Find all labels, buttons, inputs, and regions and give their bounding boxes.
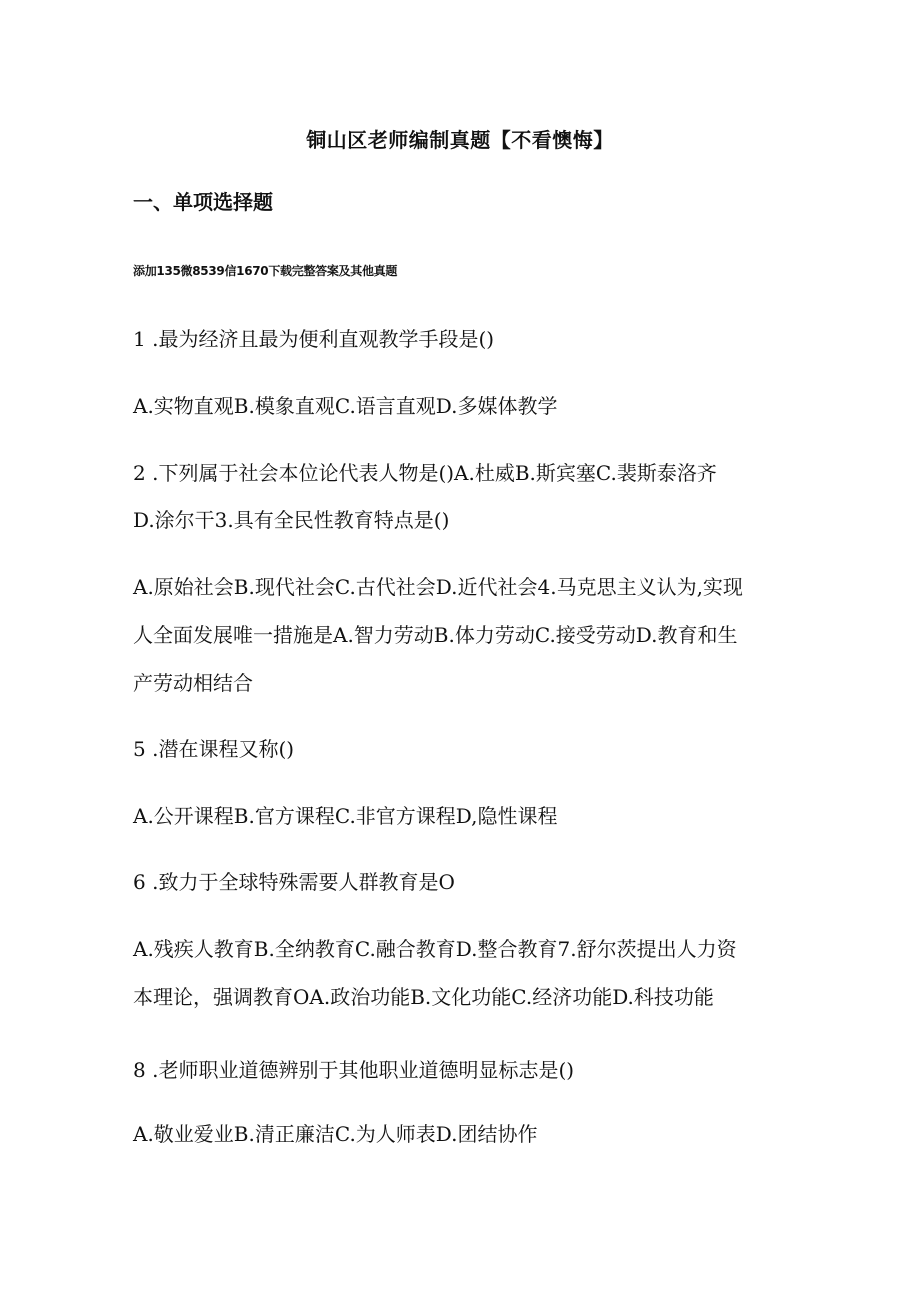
question-6: 6 .致力于全球特殊需要人群教育是O [133, 870, 455, 894]
question-3-line-1: A.原始社会B.现代社会C.古代社会D.近代社会4.马克思主义认为,实现 [133, 575, 743, 599]
question-2-line-2: D.涂尔干3.具有全民性教育特点是() [133, 508, 450, 532]
question-8: 8 .老师职业道德辨别于其他职业道德明显标志是() [133, 1058, 575, 1082]
question-6-line-2: 本理论，强调教育OA.政治功能B.文化功能C.经济功能D.科技功能 [133, 985, 714, 1009]
question-6-line-1: A.残疾人教育B.全纳教育C.融合教育D.整合教育7.舒尔茨提出人力资 [133, 937, 737, 961]
question-5: 5 .潜在课程又称() [133, 737, 295, 761]
question-5-options: A.公开课程B.官方课程C.非官方课程D,隐性课程 [133, 804, 558, 828]
contact-notice: 添加135微8539信1670下载完整答案及其他真题 [133, 264, 398, 278]
section-heading: 一、单项选择题 [133, 190, 273, 214]
page-title: 铜山区老师编制真题【不看懊悔】 [306, 128, 614, 152]
question-3-line-3: 产劳动相结合 [133, 671, 253, 695]
question-1: 1 .最为经济且最为便利直观教学手段是() [133, 327, 495, 351]
question-2-line-1: 2 .下列属于社会本位论代表人物是()A.杜威B.斯宾塞C.裴斯泰洛齐 [133, 461, 717, 485]
question-8-options: A.敬业爱业B.清正廉洁C.为人师表D.团结协作 [133, 1122, 538, 1146]
question-3-line-2: 人全面发展唯一措施是A.智力劳动B.体力劳动C.接受劳动D.教育和生 [133, 623, 738, 647]
question-1-options: A.实物直观B.模象直观C.语言直观D.多媒体教学 [133, 394, 558, 418]
